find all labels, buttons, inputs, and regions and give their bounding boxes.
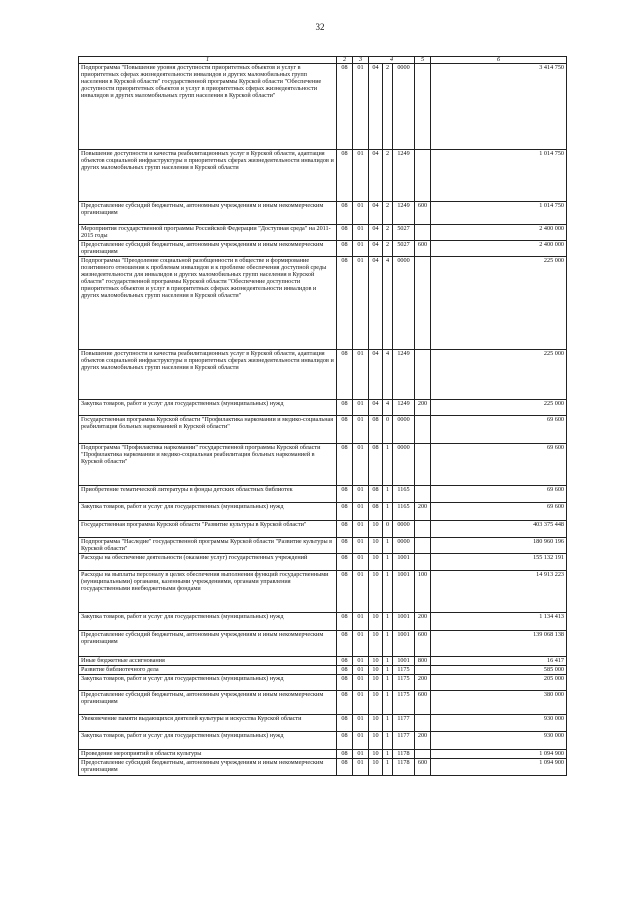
row-amount: 1 094 900	[431, 750, 567, 759]
table-row	[79, 750, 567, 759]
row-subprogram-code: 1	[383, 554, 393, 571]
row-expense-type-code: 100	[415, 571, 431, 613]
row-amount: 403 375 448	[431, 521, 567, 538]
row-subprogram-code: 1	[383, 538, 393, 554]
table-row	[79, 691, 567, 715]
row-amount: 2 400 000	[431, 225, 567, 241]
row-expense-type-code	[415, 554, 431, 571]
row-subsection-code: 01	[353, 257, 369, 350]
row-subsection-code: 01	[353, 732, 369, 750]
row-amount: 69 600	[431, 486, 567, 503]
row-expense-type-code: 200	[415, 400, 431, 416]
row-subsection-code: 01	[353, 350, 369, 400]
row-amount: 69 600	[431, 444, 567, 486]
row-amount: 2 400 000	[431, 241, 567, 257]
row-subprogram-code: 1	[383, 613, 393, 631]
row-subsection-code: 01	[353, 400, 369, 416]
row-direction-code: 1165	[393, 486, 415, 503]
row-name: Предоставление субсидий бюджетным, автономным учреждениям и иным некоммерческим организациям	[79, 202, 337, 225]
row-section-code: 08	[337, 613, 353, 631]
row-direction-code: 1177	[393, 732, 415, 750]
row-section-code: 08	[337, 759, 353, 776]
row-subsection-code: 01	[353, 571, 369, 613]
column-header-3: 3	[353, 57, 369, 64]
row-amount: 69 600	[431, 503, 567, 521]
row-name: Увековечение памяти выдающихся деятелей культуры и искусства Курской области	[79, 715, 337, 732]
row-subsection-code: 01	[353, 631, 369, 657]
row-amount: 380 000	[431, 691, 567, 715]
table-row	[79, 503, 567, 521]
row-program-code: 10	[369, 759, 383, 776]
row-name: Закупка товаров, работ и услуг для государственных (муниципальных) нужд	[79, 613, 337, 631]
row-program-code: 10	[369, 554, 383, 571]
row-program-code: 10	[369, 657, 383, 666]
row-subsection-code: 01	[353, 666, 369, 675]
row-name: Подпрограмма "Преодоление социальной разобщенности в обществе и формирование позитивного отношения к проблемам инвалидов и к проблеме обеспечения доступной среды жизнедеятельности для инвалидов и других маломобильных групп населения в Курской области" государственной программы Курской области "Обеспечение доступности приоритетных объектов и услуг в приоритетных сферах жизнедеятельности инвалидов и других маломобильных групп населения в Курской области"	[79, 257, 337, 350]
row-subsection-code: 01	[353, 241, 369, 257]
table-row	[79, 657, 567, 666]
row-subsection-code: 01	[353, 503, 369, 521]
row-subsection-code: 01	[353, 759, 369, 776]
page-number: 32	[315, 22, 325, 32]
row-direction-code: 1001	[393, 554, 415, 571]
row-program-code: 10	[369, 631, 383, 657]
column-header-1: 1	[79, 57, 337, 64]
row-section-code: 08	[337, 675, 353, 691]
row-direction-code: 1001	[393, 613, 415, 631]
row-subsection-code: 01	[353, 613, 369, 631]
row-name: Расходы на обеспечение деятельности (оказание услуг) государственных учреждений	[79, 554, 337, 571]
row-amount: 205 000	[431, 675, 567, 691]
table-row	[79, 675, 567, 691]
row-direction-code: 1249	[393, 350, 415, 400]
row-expense-type-code	[415, 521, 431, 538]
row-direction-code: 0000	[393, 444, 415, 486]
row-section-code: 08	[337, 732, 353, 750]
row-subprogram-code: 1	[383, 631, 393, 657]
row-name: Закупка товаров, работ и услуг для государственных (муниципальных) нужд	[79, 732, 337, 750]
table-row	[79, 538, 567, 554]
row-expense-type-code: 600	[415, 202, 431, 225]
row-subsection-code: 01	[353, 150, 369, 202]
table-row	[79, 571, 567, 613]
table-row	[79, 759, 567, 776]
row-program-code: 10	[369, 675, 383, 691]
row-section-code: 08	[337, 503, 353, 521]
row-amount: 1 014 750	[431, 150, 567, 202]
row-name: Подпрограмма "Повышение уровня доступности приоритетных объектов и услуг в приоритетных сферах жизнедеятельности инвалидов и других маломобильных групп населения в Курской области" государственной программы Курской области "Обеспечение доступности приоритетных объектов и услуг в приоритетных сферах жизнедеятельности инвалидов и других маломобильных групп населения в Курской области"	[79, 64, 337, 150]
row-expense-type-code: 200	[415, 613, 431, 631]
row-direction-code: 1178	[393, 750, 415, 759]
row-subsection-code: 01	[353, 675, 369, 691]
row-name: Повышение доступности и качества реабилитационных услуг в Курской области, адаптация объектов социальной инфраструктуры в приоритетных сферах жизнедеятельности инвалидов и других маломобильных групп населения в Курской области	[79, 150, 337, 202]
row-direction-code: 0000	[393, 416, 415, 444]
row-name: Государственная программа Курской области "Развитие культуры в Курской области"	[79, 521, 337, 538]
row-expense-type-code: 600	[415, 759, 431, 776]
row-section-code: 08	[337, 715, 353, 732]
row-program-code: 08	[369, 444, 383, 486]
row-program-code: 10	[369, 732, 383, 750]
row-amount: 930 000	[431, 715, 567, 732]
table-row	[79, 613, 567, 631]
row-name: Приобретение тематической литературы в фонды детских областных библиотек	[79, 486, 337, 503]
row-section-code: 08	[337, 225, 353, 241]
row-subprogram-code: 0	[383, 521, 393, 538]
row-name: Подпрограмма "Наследие" государственной программы Курской области "Развитие культуры в Курской области"	[79, 538, 337, 554]
row-expense-type-code	[415, 257, 431, 350]
row-subprogram-code: 1	[383, 444, 393, 486]
row-subsection-code: 01	[353, 416, 369, 444]
row-direction-code: 1001	[393, 657, 415, 666]
row-amount: 1 014 750	[431, 202, 567, 225]
row-name: Подпрограмма "Профилактика наркомании" государственной программы Курской области "Профилактика наркомании и медико-социальная реабилитация больных наркоманией в Курской области"	[79, 444, 337, 486]
row-amount: 1 094 900	[431, 759, 567, 776]
row-subprogram-code: 1	[383, 715, 393, 732]
column-number-row	[79, 57, 567, 64]
row-program-code: 04	[369, 202, 383, 225]
column-header-5: 5	[415, 57, 431, 64]
row-name: Предоставление субсидий бюджетным, автономным учреждениям и иным некоммерческим организациям	[79, 759, 337, 776]
row-direction-code: 1175	[393, 666, 415, 675]
table-row	[79, 666, 567, 675]
row-program-code: 04	[369, 64, 383, 150]
row-program-code: 10	[369, 691, 383, 715]
row-expense-type-code: 600	[415, 691, 431, 715]
table-row	[79, 486, 567, 503]
column-header-4: 4	[369, 57, 415, 64]
row-amount: 155 132 191	[431, 554, 567, 571]
row-amount: 69 600	[431, 416, 567, 444]
row-subprogram-code: 1	[383, 675, 393, 691]
row-expense-type-code: 200	[415, 732, 431, 750]
row-expense-type-code	[415, 666, 431, 675]
row-program-code: 10	[369, 538, 383, 554]
row-section-code: 08	[337, 150, 353, 202]
row-amount: 3 414 750	[431, 64, 567, 150]
row-subsection-code: 01	[353, 691, 369, 715]
row-direction-code: 5027	[393, 241, 415, 257]
row-section-code: 08	[337, 657, 353, 666]
row-program-code: 04	[369, 257, 383, 350]
table-row	[79, 241, 567, 257]
row-name: Предоставление субсидий бюджетным, автономным учреждениям и иным некоммерческим организациям	[79, 631, 337, 657]
row-amount: 225 000	[431, 400, 567, 416]
row-expense-type-code	[415, 225, 431, 241]
row-expense-type-code	[415, 350, 431, 400]
row-section-code: 08	[337, 350, 353, 400]
row-name: Иные бюджетные ассигнования	[79, 657, 337, 666]
row-expense-type-code	[415, 715, 431, 732]
row-expense-type-code	[415, 150, 431, 202]
row-name: Государственная программа Курской области "Профилактика наркомании и медико-социальная реабилитация больных наркоманией в Курской области"	[79, 416, 337, 444]
row-direction-code: 1249	[393, 400, 415, 416]
table-row	[79, 444, 567, 486]
row-subsection-code: 01	[353, 486, 369, 503]
row-program-code: 10	[369, 666, 383, 675]
row-subsection-code: 01	[353, 202, 369, 225]
column-header-2: 2	[337, 57, 353, 64]
row-subsection-code: 01	[353, 64, 369, 150]
row-name: Закупка товаров, работ и услуг для государственных (муниципальных) нужд	[79, 503, 337, 521]
row-section-code: 08	[337, 400, 353, 416]
row-subprogram-code: 4	[383, 350, 393, 400]
table-row	[79, 400, 567, 416]
table-row	[79, 257, 567, 350]
row-expense-type-code	[415, 64, 431, 150]
table-row	[79, 416, 567, 444]
row-name: Развитие библиотечного дела	[79, 666, 337, 675]
row-program-code: 10	[369, 571, 383, 613]
row-direction-code: 1178	[393, 759, 415, 776]
row-expense-type-code	[415, 538, 431, 554]
row-direction-code: 0000	[393, 64, 415, 150]
row-subprogram-code: 1	[383, 732, 393, 750]
budget-table	[78, 56, 567, 776]
row-program-code: 08	[369, 416, 383, 444]
table-row	[79, 64, 567, 150]
row-subprogram-code: 1	[383, 691, 393, 715]
row-direction-code: 0000	[393, 538, 415, 554]
row-section-code: 08	[337, 554, 353, 571]
row-program-code: 04	[369, 150, 383, 202]
row-subprogram-code: 1	[383, 486, 393, 503]
row-section-code: 08	[337, 486, 353, 503]
row-program-code: 10	[369, 613, 383, 631]
row-subsection-code: 01	[353, 750, 369, 759]
row-amount: 14 913 223	[431, 571, 567, 613]
row-amount: 585 000	[431, 666, 567, 675]
row-amount: 180 960 196	[431, 538, 567, 554]
row-section-code: 08	[337, 666, 353, 675]
row-subsection-code: 01	[353, 444, 369, 486]
row-subprogram-code: 4	[383, 257, 393, 350]
row-direction-code: 1175	[393, 675, 415, 691]
row-subprogram-code: 1	[383, 503, 393, 521]
row-direction-code: 1001	[393, 571, 415, 613]
row-name: Закупка товаров, работ и услуг для государственных (муниципальных) нужд	[79, 400, 337, 416]
row-subprogram-code: 1	[383, 759, 393, 776]
row-amount: 225 000	[431, 257, 567, 350]
row-name: Предоставление субсидий бюджетным, автономным учреждениям и иным некоммерческим организациям	[79, 241, 337, 257]
row-expense-type-code: 800	[415, 657, 431, 666]
row-subprogram-code: 1	[383, 571, 393, 613]
table-row	[79, 554, 567, 571]
column-header-6: 6	[431, 57, 567, 64]
table-row	[79, 150, 567, 202]
row-direction-code: 1249	[393, 202, 415, 225]
row-amount: 16 417	[431, 657, 567, 666]
table-row	[79, 350, 567, 400]
row-section-code: 08	[337, 750, 353, 759]
row-program-code: 10	[369, 521, 383, 538]
row-name: Мероприятия государственной программы Российской Федерации "Доступная среда" на 2011-2015 годы	[79, 225, 337, 241]
row-name: Проведение мероприятий в области культуры	[79, 750, 337, 759]
row-direction-code: 1001	[393, 631, 415, 657]
row-expense-type-code	[415, 486, 431, 503]
row-subprogram-code: 2	[383, 225, 393, 241]
row-section-code: 08	[337, 538, 353, 554]
row-direction-code: 1177	[393, 715, 415, 732]
row-section-code: 08	[337, 691, 353, 715]
row-section-code: 08	[337, 257, 353, 350]
row-expense-type-code: 600	[415, 631, 431, 657]
row-section-code: 08	[337, 416, 353, 444]
row-subsection-code: 01	[353, 657, 369, 666]
row-section-code: 08	[337, 571, 353, 613]
row-subsection-code: 01	[353, 225, 369, 241]
row-subprogram-code: 1	[383, 666, 393, 675]
table-row	[79, 631, 567, 657]
row-program-code: 10	[369, 715, 383, 732]
table-row	[79, 225, 567, 241]
row-subsection-code: 01	[353, 521, 369, 538]
row-expense-type-code: 600	[415, 241, 431, 257]
row-expense-type-code	[415, 750, 431, 759]
row-expense-type-code	[415, 444, 431, 486]
row-subprogram-code: 2	[383, 64, 393, 150]
row-direction-code: 0000	[393, 521, 415, 538]
row-name: Расходы на выплаты персоналу в целях обеспечения выполнения функций государственными (муниципальными) органами, казенными учреждениями, органами управления государственными внебюджетными фондами	[79, 571, 337, 613]
row-direction-code: 1175	[393, 691, 415, 715]
row-subprogram-code: 4	[383, 400, 393, 416]
row-section-code: 08	[337, 202, 353, 225]
row-subprogram-code: 2	[383, 150, 393, 202]
row-subsection-code: 01	[353, 715, 369, 732]
row-expense-type-code: 200	[415, 675, 431, 691]
row-name: Предоставление субсидий бюджетным, автономным учреждениям и иным некоммерческим организациям	[79, 691, 337, 715]
table-row	[79, 715, 567, 732]
row-section-code: 08	[337, 444, 353, 486]
table-row	[79, 202, 567, 225]
row-direction-code: 5027	[393, 225, 415, 241]
row-subprogram-code: 2	[383, 202, 393, 225]
row-direction-code: 0000	[393, 257, 415, 350]
row-expense-type-code	[415, 416, 431, 444]
row-amount: 225 000	[431, 350, 567, 400]
row-subsection-code: 01	[353, 538, 369, 554]
row-program-code: 10	[369, 750, 383, 759]
row-subprogram-code: 2	[383, 241, 393, 257]
row-subprogram-code: 0	[383, 416, 393, 444]
table-row	[79, 521, 567, 538]
row-direction-code: 1249	[393, 150, 415, 202]
row-section-code: 08	[337, 241, 353, 257]
row-program-code: 08	[369, 503, 383, 521]
row-expense-type-code: 200	[415, 503, 431, 521]
row-section-code: 08	[337, 64, 353, 150]
row-section-code: 08	[337, 631, 353, 657]
row-program-code: 04	[369, 241, 383, 257]
row-amount: 930 000	[431, 732, 567, 750]
row-subprogram-code: 1	[383, 750, 393, 759]
row-amount: 1 134 413	[431, 613, 567, 631]
row-amount: 139 068 138	[431, 631, 567, 657]
row-program-code: 04	[369, 350, 383, 400]
row-direction-code: 1165	[393, 503, 415, 521]
row-program-code: 04	[369, 225, 383, 241]
row-program-code: 08	[369, 486, 383, 503]
row-subprogram-code: 1	[383, 657, 393, 666]
table-row	[79, 732, 567, 750]
row-section-code: 08	[337, 521, 353, 538]
row-name: Повышение доступности и качества реабилитационных услуг в Курской области, адаптация объектов социальной инфраструктуры в приоритетных сферах жизнедеятельности инвалидов и других маломобильных групп населения в Курской области	[79, 350, 337, 400]
row-program-code: 04	[369, 400, 383, 416]
row-subsection-code: 01	[353, 554, 369, 571]
row-name: Закупка товаров, работ и услуг для государственных (муниципальных) нужд	[79, 675, 337, 691]
